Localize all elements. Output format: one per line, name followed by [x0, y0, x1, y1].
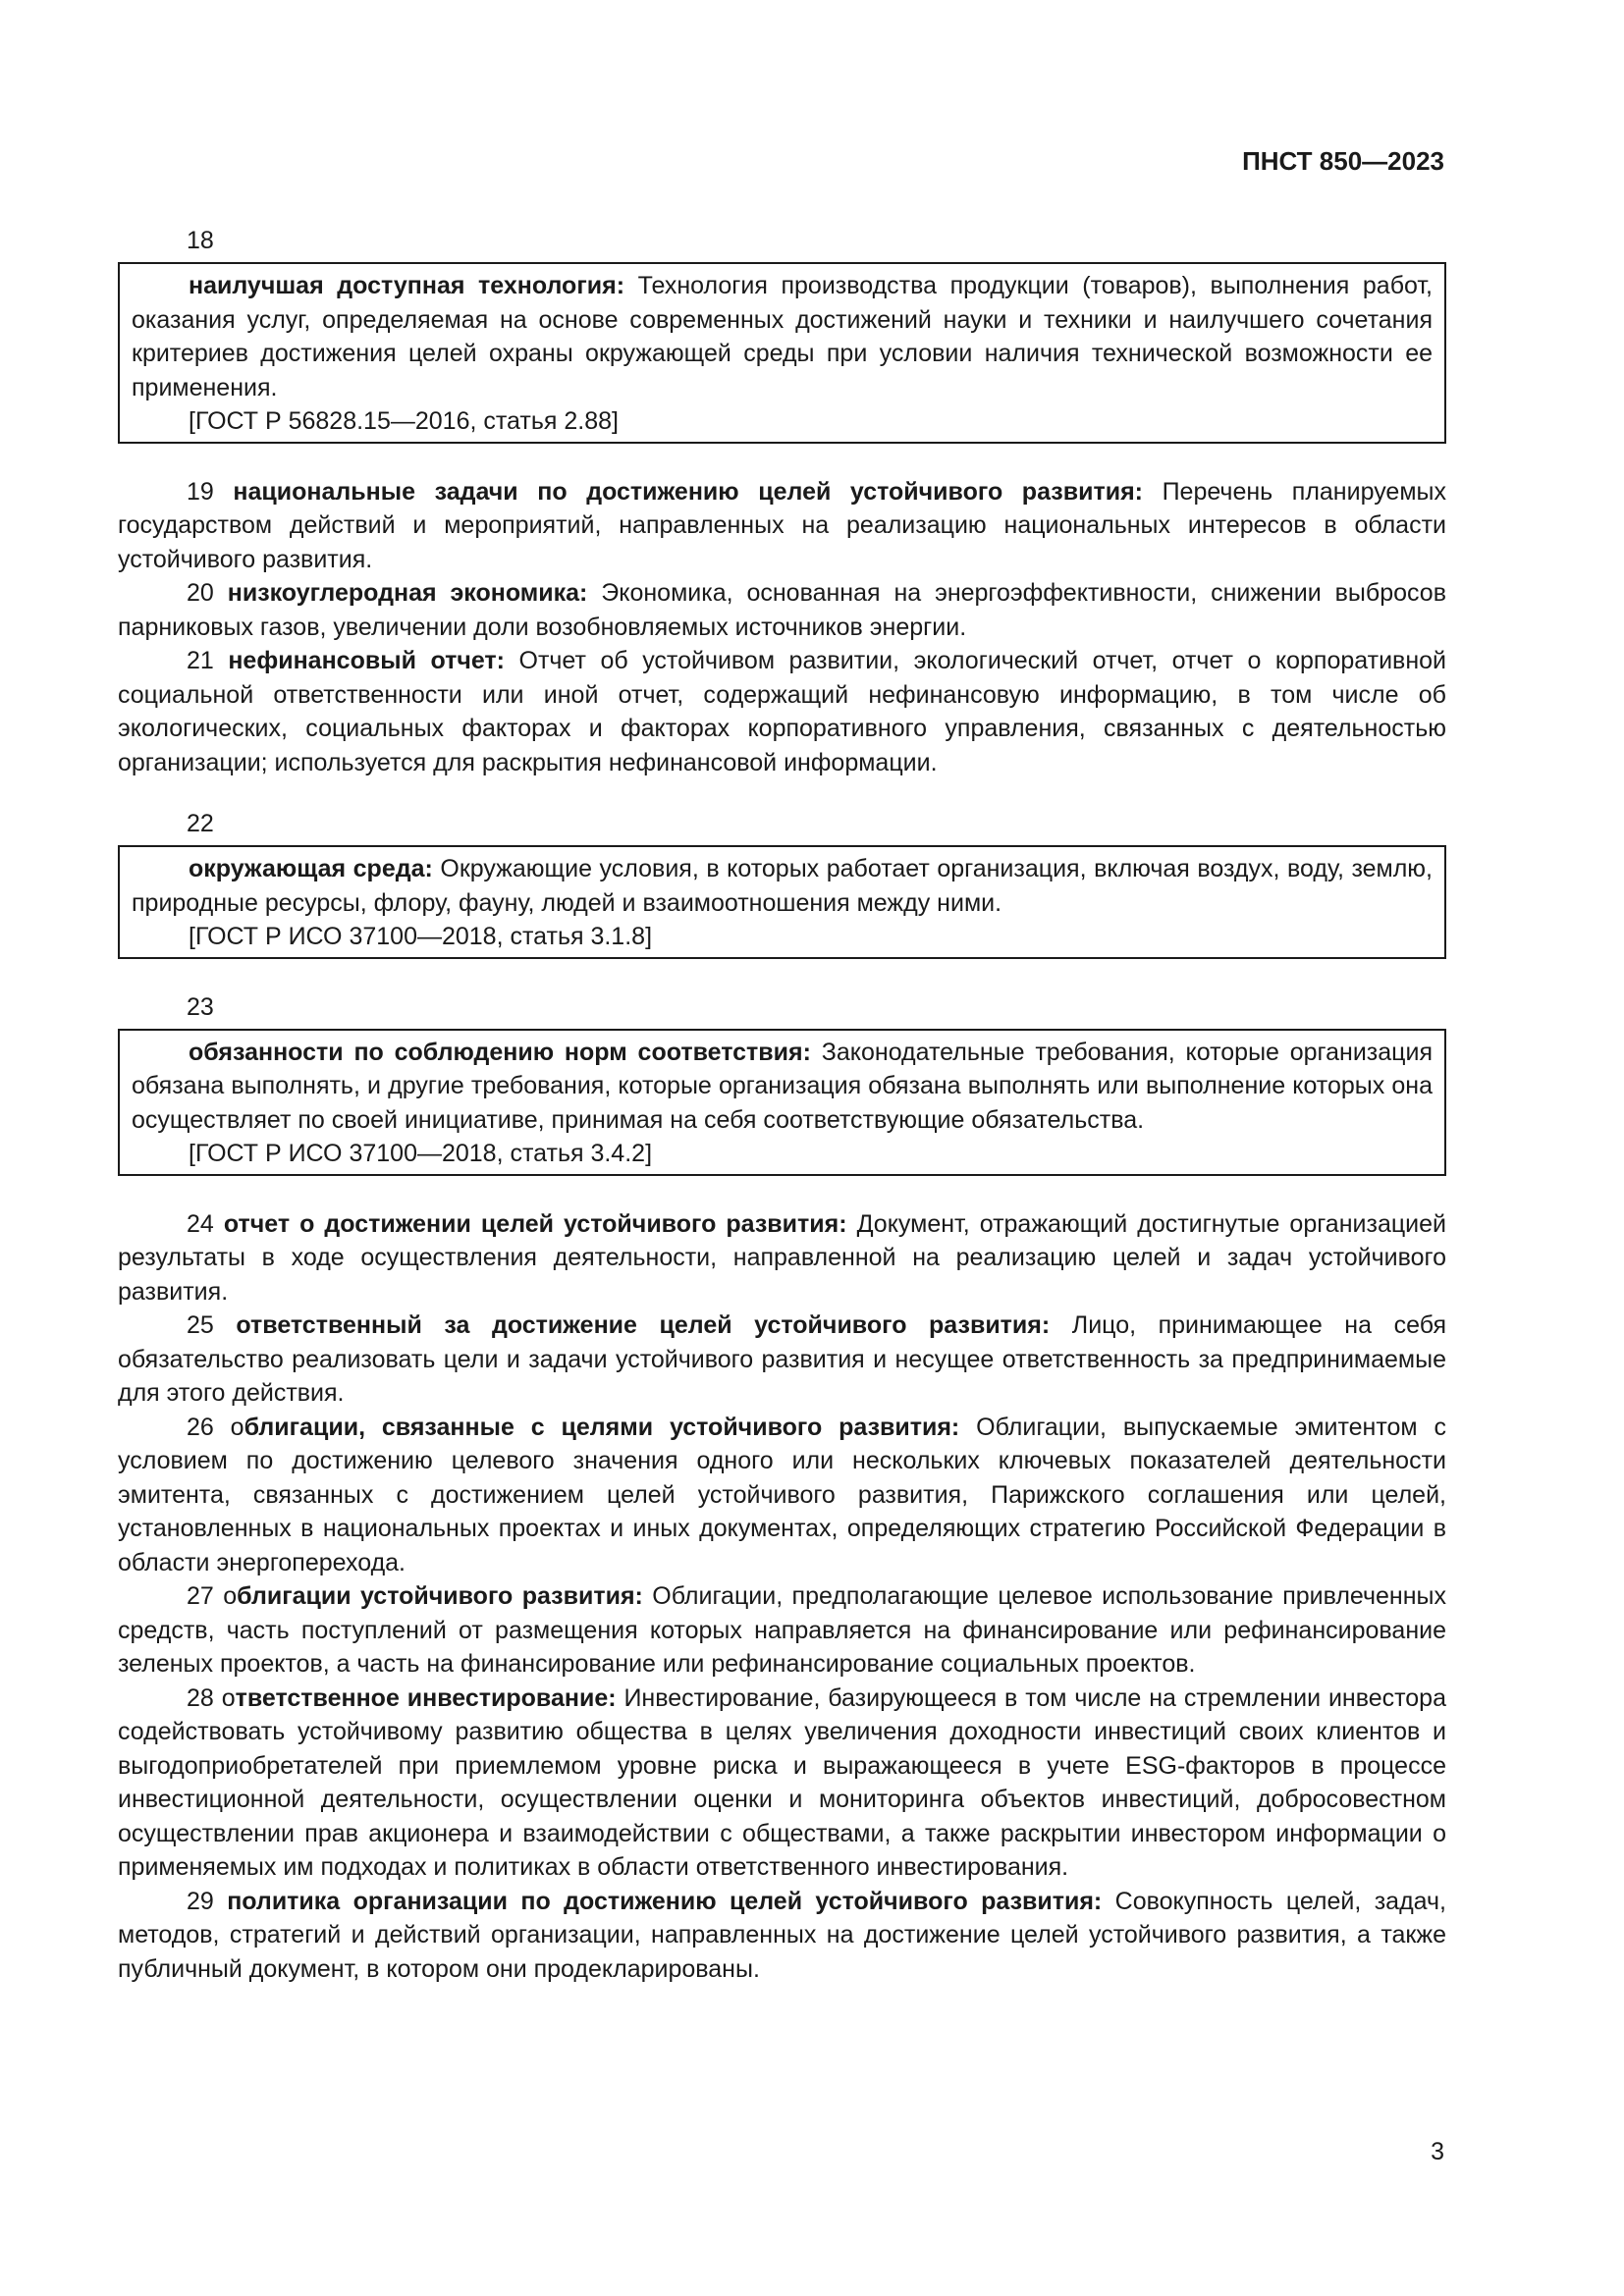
entry-number-20: 20	[187, 579, 214, 607]
boxed-entry-23	[118, 1029, 1446, 1176]
entry-19	[118, 475, 1446, 577]
entry-22-text	[132, 852, 1433, 920]
term-27: блигации устойчивого развития:	[237, 1582, 643, 1610]
entry-number-25: 25	[187, 1311, 214, 1339]
entry-number-27: 27 о	[187, 1582, 238, 1610]
definition-26: Облигации, выпускаемые эмитентом с условием по достижению целевого значения одного или нескольких ключевых показателей деятельности эмитента, связанных с достижением целей устойчивого развития, Парижского соглашения или целей, установленных в национальных проектах и иных документах, определяющих стратегию Российской Федерации в области энергоперехода.	[118, 1413, 1446, 1576]
entry-number-23: 23	[187, 992, 214, 1021]
entry-26	[118, 1411, 1446, 1580]
definition-28: Инвестирование, базирующееся в том числе на стремлении инвестора содействовать устойчивому развитию общества в целях увеличения доходности инвестиций своих клиентов и выгодоприобретателей при приемлемом уровне риска и выражающееся в учете ESG-факторов в процессе инвестиционной деятельности, осуществлении оценки и мониторинга объектов инвестиций, добросовестном осуществлении прав акционера и взаимодействии с обществами, а также раскрытии инвестором информации о применяемых им подходах и политиках в области ответственного инвестирования.	[118, 1683, 1446, 1881]
entry-number-22: 22	[187, 810, 214, 837]
term-29: политика организации по достижению целей устойчивого развития:	[227, 1887, 1103, 1915]
reference-22: [ГОСТ Р ИСО 37100—2018, статья 3.1.8]	[189, 923, 653, 950]
page-number: 3	[1431, 2138, 1444, 2165]
definition-21: Отчет об устойчивом развитии, экологический отчет, отчет о корпоративной социальной ответственности или иной отчет, содержащий нефинансовую информацию, в том числе об экологических, социальных факторах и факторах корпоративного управления, связанных с деятельностью организации; используется для раскрытия нефинансовой информации.	[118, 647, 1446, 776]
definition-23: Законодательные требования, которые организация обязана выполнять, и другие требования, которые организация обязана выполнять или выполнение которых она осуществляет по своей инициативе, принимая на себя соответствующие обязательства.	[132, 1038, 1433, 1134]
entry-23-text	[132, 1036, 1433, 1138]
entry-number-24: 24	[187, 1209, 214, 1238]
entry-28	[118, 1682, 1446, 1885]
entry-27	[118, 1579, 1446, 1682]
term-23: обязанности по соблюдению норм соответствия:	[189, 1038, 811, 1066]
entry-number-18: 18	[187, 227, 214, 254]
entry-number-29: 29	[187, 1887, 214, 1915]
entry-20	[118, 576, 1446, 644]
definition-20: Экономика, основанная на энергоэффективности, снижении выбросов парниковых газов, увеличении доли возобновляемых источников энергии.	[118, 579, 1446, 641]
term-18: наилучшая доступная технология:	[189, 272, 625, 299]
term-22: окружающая среда:	[189, 855, 433, 882]
entry-29	[118, 1885, 1446, 1987]
entry-number-21: 21	[187, 647, 214, 674]
entry-21	[118, 644, 1446, 779]
term-19: национальные задачи по достижению целей устойчивого развития:	[233, 477, 1143, 506]
definition-24: Документ, отражающий достигнутые организацией результаты в ходе осуществления деятельности, направленной на реализацию целей и задач устойчивого развития.	[118, 1209, 1446, 1306]
term-20: низкоуглеродная экономика:	[227, 579, 588, 607]
boxed-entry-22	[118, 845, 1446, 959]
reference-23: [ГОСТ Р ИСО 37100—2018, статья 3.4.2]	[189, 1140, 653, 1167]
entry-24	[118, 1207, 1446, 1309]
term-28: тветственное инвестирование:	[235, 1683, 617, 1712]
reference-18: [ГОСТ Р 56828.15—2016, статья 2.88]	[189, 407, 619, 435]
term-25: ответственный за достижение целей устойчивого развития:	[236, 1311, 1051, 1339]
definition-18: Технология производства продукции (товаров), выполнения работ, оказания услуг, определяемая на основе современных достижений науки и техники и наилучшего сочетания критериев достижения целей охраны окружающей среды при условии наличия технической возможности ее применения.	[132, 272, 1433, 401]
definition-29: Совокупность целей, задач, методов, стратегий и действий организации, направленных на достижение целей устойчивого развития, а также публичный документ, в котором они продекларированы.	[118, 1887, 1446, 1983]
term-26: блигации, связанные с целями устойчивого развития:	[244, 1413, 960, 1441]
spacer	[118, 779, 1446, 807]
entry-number-28: 28 о	[187, 1683, 236, 1712]
definition-27: Облигации, предполагающие целевое использование привлеченных средств, часть поступлений от размещения которых направляется на финансирование или рефинансирование зеленых проектов, а часть на финансирование или рефинансирование социальных проектов.	[118, 1582, 1446, 1678]
definition-19: Перечень планируемых государством действий и мероприятий, направленных на реализацию национальных интересов в области устойчивого развития.	[118, 477, 1446, 573]
entry-number-26: 26 о	[187, 1413, 244, 1441]
definition-22: Окружающие условия, в которых работает организация, включая воздух, воду, землю, природные ресурсы, флору, фауну, людей и взаимоотношения между ними.	[132, 855, 1434, 917]
entry-25	[118, 1308, 1446, 1411]
term-24: отчет о достижении целей устойчивого развития:	[223, 1209, 847, 1238]
term-21: нефинансовый отчет:	[228, 647, 505, 674]
definition-25: Лицо, принимающее на себя обязательство реализовать цели и задачи устойчивого развития и несущее ответственность за предпринимаемые для этого действия.	[118, 1311, 1447, 1407]
entry-18-text	[132, 269, 1433, 404]
terms-content	[118, 224, 1446, 1986]
boxed-entry-18	[118, 262, 1446, 444]
entry-number-19: 19	[187, 477, 214, 506]
document-code-header: ПНСТ 850—2023	[1242, 146, 1444, 176]
